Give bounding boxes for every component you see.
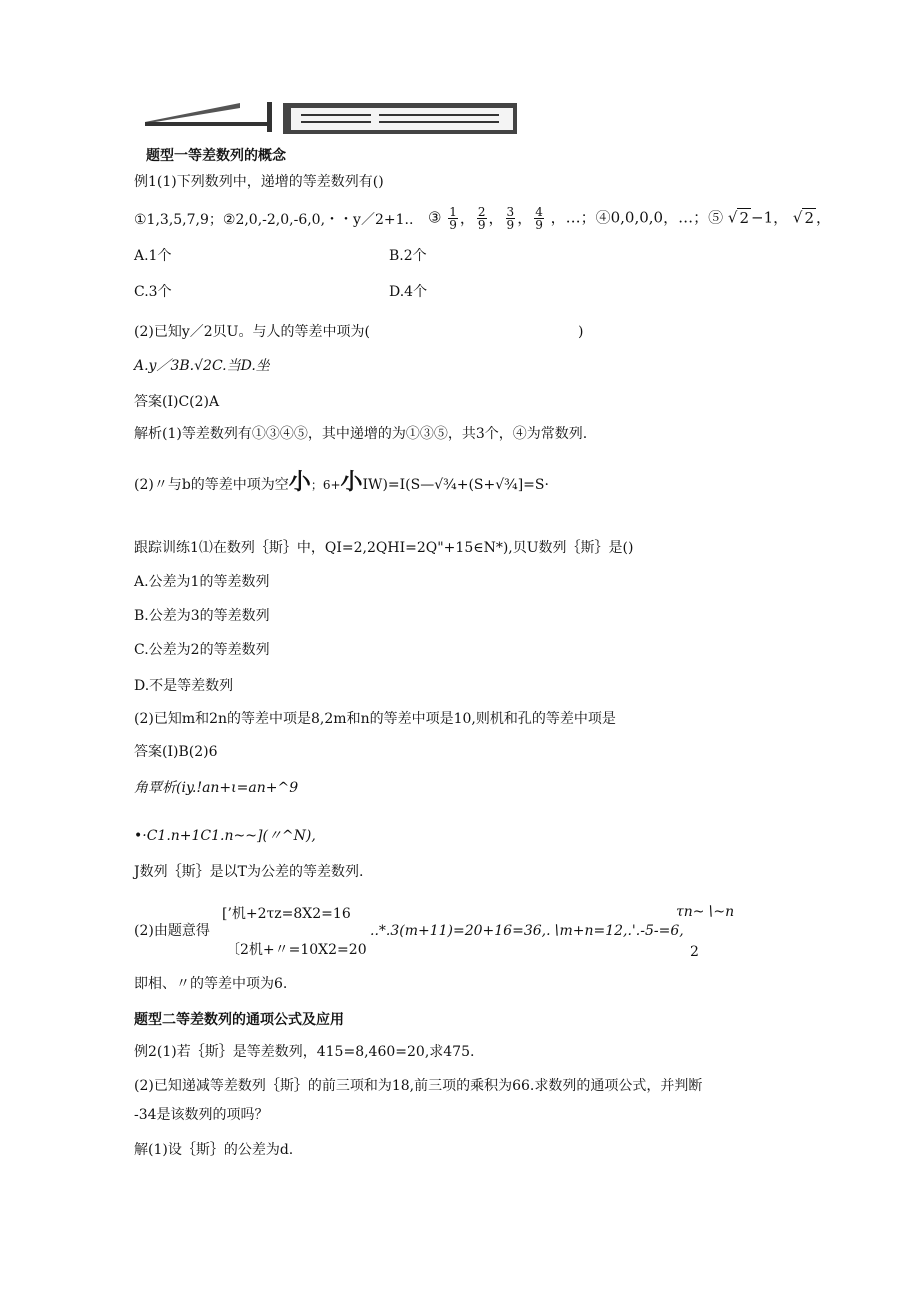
example1-analysis1: 解析(1)等差数列有①③④⑤，其中递增的为①③⑤，共3个，④为常数列. <box>134 426 588 442</box>
sequences-part2: ③ $\frac{1}{9}$ ， $\frac{2}{9}$ ， $\frac{3}{9}$ ， $\frac{4}{9}$ ，…；④0,0,0,0，…；⑤ √ 2 −1， √ 2 ， <box>428 205 832 232</box>
seq3-suffix: ，…；④0,0,0,0，…；⑤ <box>550 208 724 227</box>
practice1-analysis-head: 角覃析(iy.!an+ι=an+^9 <box>134 780 299 796</box>
banner-icon <box>145 100 517 136</box>
option-a: A.1个 <box>134 248 172 264</box>
analysis2-big2: 小 <box>340 469 363 495</box>
example1-question2-options: A.y／3B.√2C.当D.坐 <box>134 358 270 374</box>
example2-solution: 解(1)设｛斯｝的公差为d. <box>134 1142 294 1158</box>
example1-sequences <box>134 210 413 230</box>
example1-question1: 例1(1)下列数列中，递增的等差数列有() <box>134 174 384 190</box>
fraction-denominator: 9 <box>449 218 457 232</box>
seq5-mid: −1， <box>751 208 789 227</box>
example2-question2-line1: (2)已知递减等差数列｛斯｝的前三项和为18,前三项的乘积为66.求数列的通项公式，并判断 <box>134 1078 703 1094</box>
analysis2-text-a: (2)〃与b的等差中项为空 <box>134 477 289 493</box>
seq3-fractions <box>446 205 546 232</box>
fraction-numerator: 4 <box>535 205 543 219</box>
example2-question1: 例2(1)若｛斯｝是等差数列，415=8,460=20,求475. <box>134 1044 475 1060</box>
fraction-denominator: 9 <box>506 218 515 232</box>
example1-answer: 答案(I)C(2)A <box>134 394 220 410</box>
example2-question2-line2: -34是该数列的项吗？ <box>134 1107 269 1123</box>
practice1-answer: 答案(I)B(2)6 <box>134 744 218 760</box>
fraction-side-bottom: 2 <box>690 944 699 960</box>
fraction-denominator: 9 <box>477 218 486 232</box>
seq3-fraction <box>477 206 487 231</box>
fraction-numerator: 2 <box>477 205 486 219</box>
section1-title: 题型一等差数列的概念 <box>146 148 286 164</box>
seq5-end: ， <box>816 208 832 227</box>
example1-question2: (2)已知y／2贝U。与人的等差中项为( <box>134 324 370 340</box>
fraction-numerator: 1 <box>449 205 457 219</box>
analysis2-mid: ；6+ <box>310 478 341 492</box>
fraction-side-top: τn~∖~n <box>676 904 735 920</box>
practice1-analysis-line2: •·C1.n+1C1.n~~](〃^N), <box>134 828 316 844</box>
seq3-fraction <box>448 206 458 231</box>
option-b: B.2个 <box>389 248 427 264</box>
system-label: (2)由题意得 <box>134 923 210 939</box>
question2-close-paren: ) <box>578 324 584 340</box>
practice1-question2: (2)已知m和2n的等差中项是8,2m和n的等差中项是10,则机和孔的等差中项是 <box>134 711 616 727</box>
practice1-option-a: A.公差为1的等差数列 <box>134 574 270 590</box>
practice1-option-d: D.不是等差数列 <box>134 678 234 694</box>
practice1-option-c: C.公差为2的等差数列 <box>134 642 270 658</box>
option-d: D.4个 <box>389 284 428 300</box>
sqrt-value-a: 2 <box>739 208 749 227</box>
seq3-fraction <box>534 206 544 231</box>
practice1-option-b: B.公差为3的等差数列 <box>134 608 270 624</box>
analysis2-text-b: IW)=I(S—√¾+(S+√¾]=S· <box>362 477 549 493</box>
sequences-part1: ①1,3,5,7,9；②2,0,-2,0,-6,0,・・y／2+1.. <box>134 212 414 228</box>
system-top-equation: [’机+2τz=8X2=16 <box>222 906 351 922</box>
fraction-separator: ， <box>488 208 504 227</box>
system-bottom-equation: 〔2机+〃=10X2=20 <box>226 942 367 958</box>
fraction-numerator: 3 <box>506 205 515 219</box>
option-c: C.3个 <box>134 284 172 300</box>
practice1-analysis-line3: J数列｛斯｝是以T为公差的等差数列. <box>134 864 364 880</box>
seq3-prefix: ③ <box>428 208 442 227</box>
fraction-separator: ， <box>517 208 533 227</box>
analysis2-big1: 小 <box>288 469 311 495</box>
sqrt-value-b: 2 <box>804 208 815 227</box>
fraction-denominator: 9 <box>535 218 543 232</box>
example1-analysis2 <box>134 469 549 495</box>
section2-title: 题型二等差数列的通项公式及应用 <box>134 1012 344 1028</box>
seq3-fraction <box>506 206 516 231</box>
practice1-conclusion: 即相、〃的等差中项为6. <box>134 976 288 992</box>
fraction-separator: ， <box>459 208 475 227</box>
header-banner-graphic <box>145 100 517 136</box>
practice1-question1: 跟踪训练1⑴在数列｛斯｝中，QI=2,2QHI=2Q"+15∈N*),贝U数列｛斯｝是() <box>134 540 634 556</box>
system-result: ..*.3(m+11)=20+16=36,.∖m+n=12,.'.-5-=6, <box>370 923 684 939</box>
